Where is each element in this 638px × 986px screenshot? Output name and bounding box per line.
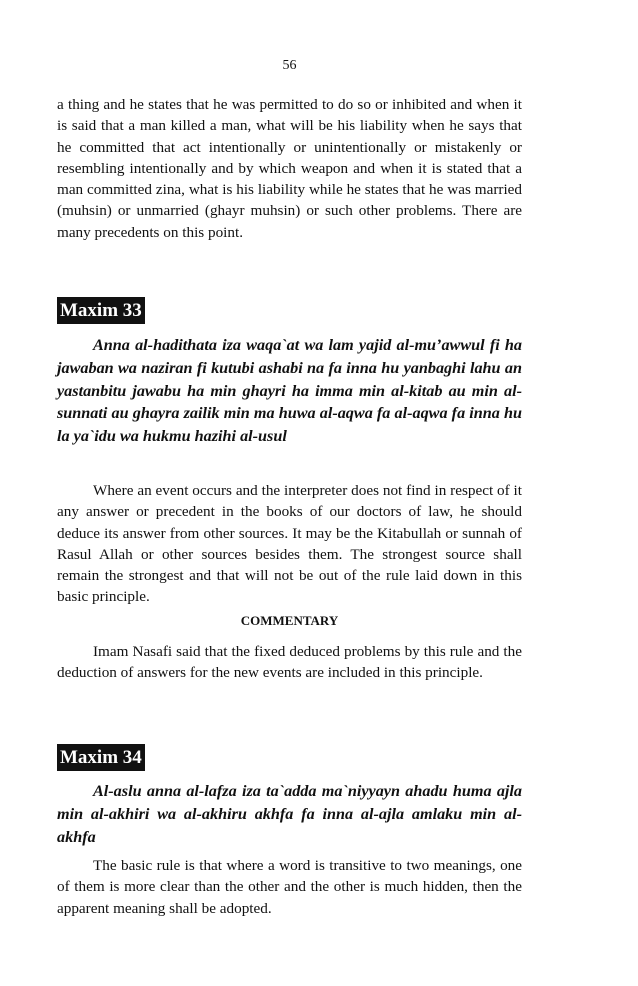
maxim-34-translation: The basic rule is that where a word is transitive to two meanings, one of them is more clear than the other and the other is much hidden, then the apparent meaning shall be adopted. — [57, 857, 522, 917]
page-number: 56 — [282, 58, 297, 73]
maxim-33-transliteration: Anna al-hadithata iza waqa`at wa lam yajid al-mu’awwul fi ha jawaban wa naziran fi kutubi ashabi na fa inna hu yanbaghi lahu an yastanbitu jawabu ha min ghayri ha imma min al-kitab au min al-sunnati au ghayra zailik min ma huwa al-aqwa fa al-aqwa fa inna hu la ya`idu wa hukmu hazihi al-usul — [57, 336, 522, 446]
commentary-heading: COMMENTARY — [240, 613, 339, 628]
intro-paragraph: a thing and he states that he was permitted to do so or inhibited and when it is said that a man killed a man, what will be his liability when he says that he committed that act intentionally or unintentionally or mistakenly or resembling intentionally and by which weapon and when it is stated that a man committed zina, what is his liability while he states that he was married (muhsin) or unmarried (ghayr muhsin) or such other problems. There are many precedents on this point. — [57, 96, 522, 241]
maxim-33-translation: Where an event occurs and the interpreter does not find in respect of it any answer or precedent in the books of our doctors of law, he should deduce its answer from other sources. It may be the Kitabullah or sunnah of Rasul Allah or other sources besides them. The strongest source shall remain the strongest and that will not be out of the rule laid down in this basic principle. — [57, 482, 522, 606]
maxim-34-transliteration: Al-aslu anna al-lafza iza ta`adda ma`niyyayn ahadu huma ajla min al-akhiri wa al-akhiru akhfa fa inna al-ajla amlaku min al-akhfa — [57, 782, 522, 846]
maxim-34-heading: Maxim 34 — [57, 744, 145, 771]
maxim-33-commentary: Imam Nasafi said that the fixed deduced problems by this rule and the deduction of answers for the new events are included in this principle. — [57, 643, 522, 682]
maxim-33-heading: Maxim 33 — [57, 297, 145, 324]
